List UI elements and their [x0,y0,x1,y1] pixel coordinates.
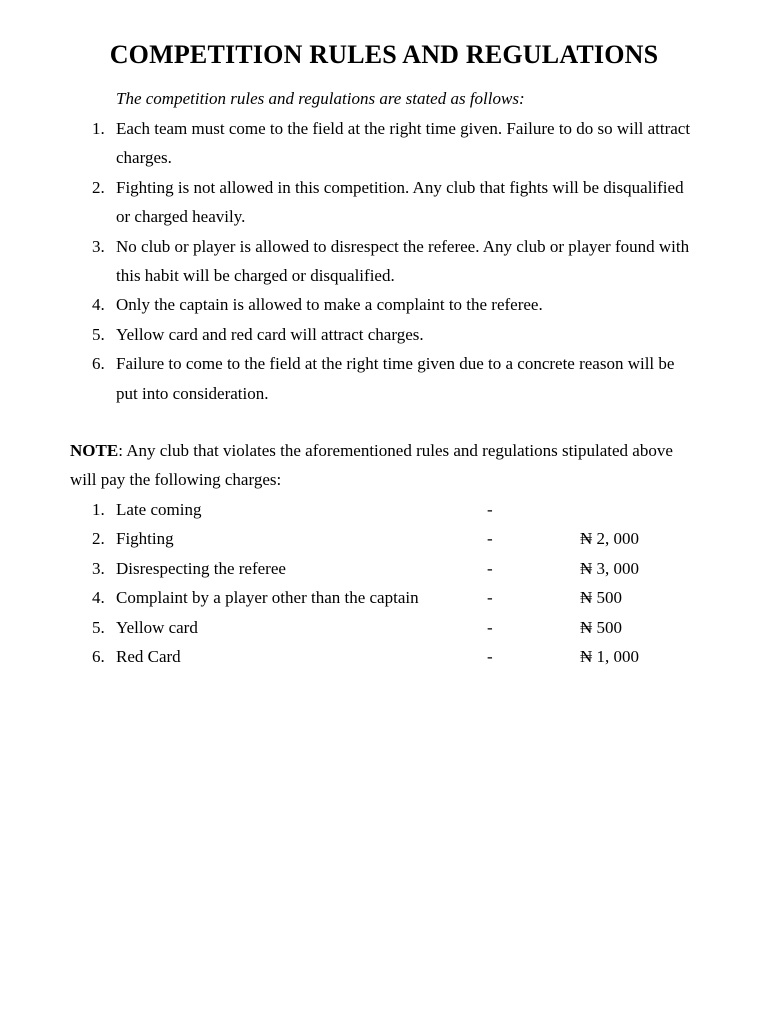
rule-text: No club or player is allowed to disrespect the referee. Any club or player found with this habit will be charged or disqualified. [116,236,690,286]
charge-name: Red Card [116,646,181,666]
rule-number: 2. [92,177,105,197]
rule-item [0,232,768,291]
note-text: : Any club that violates the aforementioned rules and regulations stipulated above will pay the following charges: [70,441,673,490]
charge-number: 3. [92,558,105,578]
charge-dash: - [487,529,493,549]
charges-list [0,495,768,671]
charge-number: 4. [92,588,105,608]
charge-row [0,583,768,612]
charge-dash: - [487,500,493,519]
rule-text: Fighting is not allowed in this competition. Any club that fights will be disqualified or charged heavily. [116,177,684,227]
charge-number: 1. [92,500,105,519]
rule-number: 1. [92,119,105,138]
charge-row [0,554,768,583]
charge-amount: ₦ 500 [580,617,623,637]
charge-row [0,613,768,642]
rule-number: 3. [92,236,105,256]
rule-number: 5. [92,324,105,344]
charge-dash: - [487,646,493,666]
rule-text: Only the captain is allowed to make a complaint to the referee. [116,295,543,315]
rule-number: 4. [92,295,105,315]
charge-number: 6. [92,646,105,666]
charge-amount: ₦ 1, 000 [580,646,640,666]
charge-dash: - [487,617,493,637]
intro-text: The competition rules and regulations are stated as follows: [116,89,525,108]
charge-name: Yellow card [116,617,198,637]
charge-number: 5. [92,617,105,637]
rule-item [0,173,768,232]
charge-row [0,495,768,524]
rule-item [0,114,768,173]
rule-text: Each team must come to the field at the right time given. Failure to do so will attract charges. [116,119,691,168]
charge-name: Disrespecting the referee [116,558,286,578]
note-paragraph [70,436,690,495]
note-label: NOTE [70,441,119,460]
charge-row [0,642,768,671]
rule-item [0,320,768,349]
charge-dash: - [487,588,493,608]
charge-amount: ₦ 2, 000 [580,529,640,549]
page-title: COMPETITION RULES AND REGULATIONS [109,40,659,69]
charge-dash: - [487,558,493,578]
charge-name: Fighting [116,529,174,549]
rule-item [0,349,768,408]
rule-text: Failure to come to the field at the right time given due to a concrete reason will be put into consideration. [116,354,675,403]
rules-list [0,114,768,408]
charge-number: 2. [92,529,105,549]
rule-item [0,290,768,319]
charge-row [0,524,768,553]
rule-number: 6. [92,354,105,374]
charge-amount: ₦ 500 [580,588,623,608]
charge-name: Complaint by a player other than the captain [116,588,419,608]
charge-amount: ₦ 3, 000 [580,558,640,578]
charge-name: Late coming [116,500,202,519]
rule-text: Yellow card and red card will attract charges. [116,324,424,344]
